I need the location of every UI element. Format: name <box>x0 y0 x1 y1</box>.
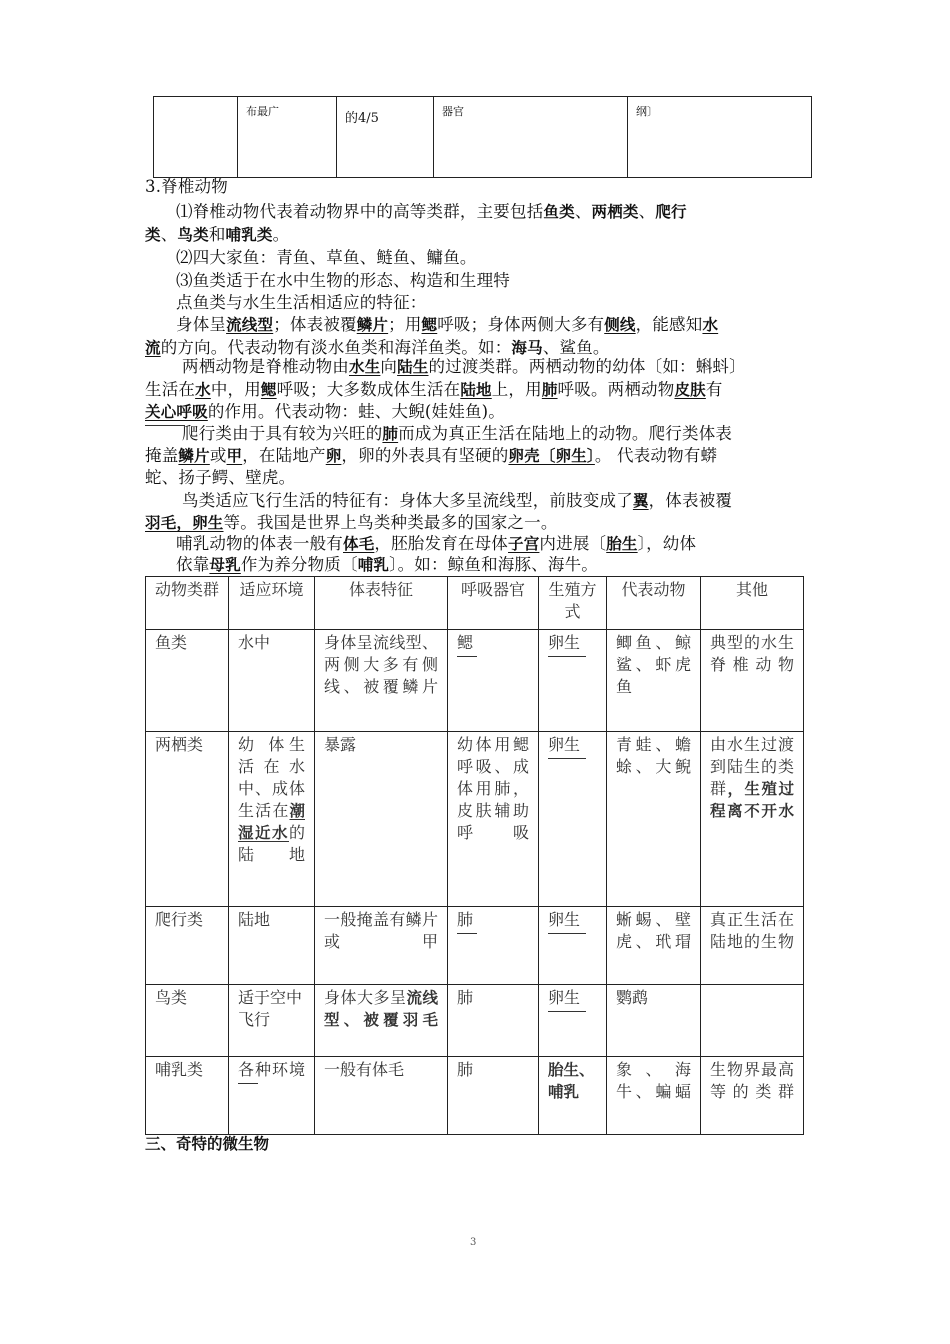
repro-cell: 卵生 <box>539 985 607 1057</box>
repro-cell: 卵生 <box>539 630 607 732</box>
mammal-text-2: 依靠母乳作为养分物质〔哺乳〕。如：鲸鱼和海豚、海牛。 <box>176 555 598 574</box>
resp-cell: 肺 <box>448 985 539 1057</box>
group-cell: 鱼类 <box>146 630 229 732</box>
rep-cell: 象、海牛、蝙蝠 <box>607 1057 701 1135</box>
amphibian-text-3: 关心呼吸的作用。代表动物：蛙、大鲵(娃娃鱼)。 <box>145 402 505 421</box>
repro-cell: 胎生、哺乳 <box>539 1057 607 1135</box>
table-row <box>146 732 804 907</box>
top-fragment-table <box>153 96 812 178</box>
env-cell: 适于空中飞行 <box>229 985 315 1057</box>
header-cell: 代表动物 <box>607 577 701 630</box>
bird-text: 鸟类适应飞行生活的特征有：身体大多呈流线型，前肢变成了翼，体表被覆 <box>182 491 733 510</box>
section-title: 3.脊椎动物 <box>145 177 228 196</box>
amphibian-text: 两栖动物是脊椎动物由水生向陆生的过渡类群。两栖动物的幼体〔如：蝌蚪〕 <box>182 357 746 376</box>
resp-cell: 肺 <box>448 907 539 985</box>
paragraph-1: ⑴脊椎动物代表着动物界中的高等类群，主要包括鱼类、两栖类、爬行 <box>176 202 687 221</box>
rep-cell: 青蛙、蟾蜍、大鲵 <box>607 732 701 907</box>
fish-features-cont: 流的方向。代表动物有淡水鱼类和海洋鱼类。如：海马、鲨鱼。 <box>145 338 610 357</box>
top-cell: 布最广 <box>238 97 337 178</box>
top-cell <box>154 97 238 178</box>
header-cell: 动物类群 <box>146 577 229 630</box>
resp-cell: 幼体用鳃呼吸、成体用肺，皮肤辅助呼吸 <box>448 732 539 907</box>
other-cell: 真正生活在陆地的生物 <box>701 907 804 985</box>
top-cell: 器官 <box>434 97 628 178</box>
next-section-heading: 三、奇特的微生物 <box>145 1135 270 1153</box>
body-cell: 身体呈流线型、两侧大多有侧线、被覆鳞片 <box>315 630 448 732</box>
table-row <box>146 630 804 732</box>
body-cell: 暴露 <box>315 732 448 907</box>
body-cell: 身体大多呈流线型、被覆羽毛 <box>315 985 448 1057</box>
page-number: 3 <box>470 1237 477 1248</box>
repro-cell: 卵生 <box>539 907 607 985</box>
animal-comparison-table <box>145 576 804 1135</box>
other-cell <box>701 985 804 1057</box>
paragraph-1-cont: 类、鸟类和哺乳类。 <box>145 225 290 244</box>
bird-text-2: 羽毛，卵生等。我国是世界上鸟类种类最多的国家之一。 <box>145 513 558 532</box>
top-cell: 的4/5 <box>337 97 434 178</box>
group-cell: 哺乳类 <box>146 1057 229 1135</box>
group-cell: 鸟类 <box>146 985 229 1057</box>
env-cell: 陆地 <box>229 907 315 985</box>
env-cell: 幼 体生活在水中、成体生活在潮湿近水的陆地 <box>229 732 315 907</box>
env-cell: 水中 <box>229 630 315 732</box>
group-cell: 爬行类 <box>146 907 229 985</box>
header-cell: 生殖方式 <box>539 577 607 630</box>
reptile-text: 爬行类由于具有较为兴旺的肺而成为真正生活在陆地上的动物。爬行类体表 <box>182 424 733 443</box>
group-cell: 两栖类 <box>146 732 229 907</box>
header-cell: 呼吸器官 <box>448 577 539 630</box>
header-cell: 其他 <box>701 577 804 630</box>
paragraph-4: 点鱼类与水生生活相适应的特征： <box>176 293 427 312</box>
other-cell: 典型的水生脊椎动物 <box>701 630 804 732</box>
mammal-text: 哺乳动物的体表一般有体毛，胚胎发育在母体子宫内进展〔胎生〕，幼体 <box>176 534 697 553</box>
amphibian-text-2: 生活在水中，用鳃呼吸；大多数成体生活在陆地上，用肺呼吸。两栖动物皮肤有 <box>145 380 723 399</box>
repro-cell: 卵生 <box>539 732 607 907</box>
resp-cell: 鳃 <box>448 630 539 732</box>
rep-cell: 鹦鹉 <box>607 985 701 1057</box>
fish-features: 身体呈流线型；体表被覆鳞片；用鳃呼吸；身体两侧大多有侧线，能感知水 <box>176 315 719 334</box>
other-cell: 生物界最高等的类群 <box>701 1057 804 1135</box>
table-row <box>146 1057 804 1135</box>
header-cell: 适应环境 <box>229 577 315 630</box>
rule <box>145 425 185 426</box>
table-row <box>146 985 804 1057</box>
top-cell: 纲〕 <box>628 97 812 178</box>
rep-cell: 蜥蜴、壁虎、玳瑁 <box>607 907 701 985</box>
rep-cell: 鲫鱼、鲸鲨、虾虎鱼 <box>607 630 701 732</box>
reptile-text-3: 蛇、扬子鳄、壁虎。 <box>145 468 296 487</box>
body-cell: 一般掩盖有鳞片或甲 <box>315 907 448 985</box>
paragraph-3: ⑶鱼类适于在水中生物的形态、构造和生理特 <box>176 271 510 290</box>
body-cell: 一般有体毛 <box>315 1057 448 1135</box>
env-cell: 各种环境 <box>229 1057 315 1135</box>
header-cell: 体表特征 <box>315 577 448 630</box>
paragraph-2: ⑵四大家鱼：青鱼、草鱼、鲢鱼、鳙鱼。 <box>176 248 477 267</box>
table-header-row <box>146 577 804 630</box>
other-cell: 由水生过渡到陆生的类群，生殖过程离不开水 <box>701 732 804 907</box>
resp-cell: 肺 <box>448 1057 539 1135</box>
table-row <box>146 907 804 985</box>
reptile-text-2: 掩盖鳞片或甲，在陆地产卵，卵的外表具有坚硬的卵壳〔卵生〕。 代表动物有蟒 <box>145 446 718 465</box>
